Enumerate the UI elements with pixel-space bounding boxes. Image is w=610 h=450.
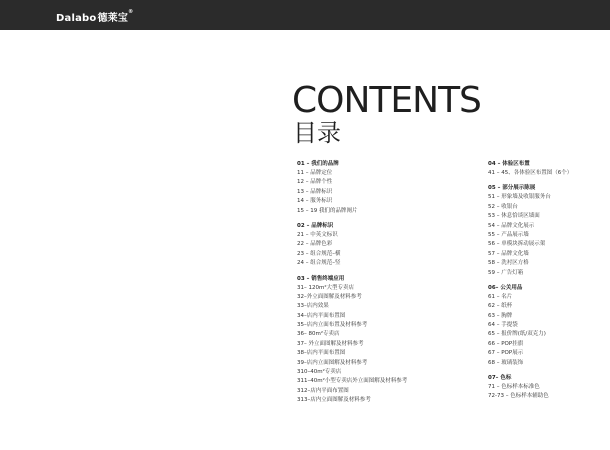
toc-item: 31– 120m²大型专卖店 (297, 284, 355, 291)
logo-cn: 德莱宝 (97, 13, 129, 24)
toc-section-heading: 06– 公关用品 (488, 284, 523, 291)
toc-item: 11 – 品牌定位 (297, 170, 333, 176)
toc-item: 61 – 名片 (488, 293, 513, 300)
toc-item: 66 – POP挂旗 (488, 340, 524, 347)
registered-mark: ® (128, 9, 134, 15)
toc-item: 58 – 洗衬区方格 (488, 260, 529, 267)
toc-item: 32–外立面图解及材料参考 (297, 293, 362, 300)
toc-item: 71 – 色标样本标准色 (488, 384, 540, 391)
toc-item: 13 – 品牌标识 (297, 188, 333, 195)
toc-section-heading: 04 – 体验区布置 (488, 161, 530, 167)
toc-item: 63 – 胸牌 (488, 312, 513, 319)
toc-section (488, 160, 606, 178)
toc-item: 12 – 品牌个性 (297, 179, 333, 186)
toc-item: 23 – 组合规范–横 (297, 250, 341, 257)
toc-item: 67 – POP展示 (488, 350, 524, 357)
toc-item: 34–店内平面布置图 (297, 312, 346, 319)
toc-item: 68 – 玻璃装饰 (488, 359, 524, 366)
toc-item: 65 – 报价牌(纸/双克力) (488, 331, 546, 338)
toc-item: 41 – 45、各体验区布置图（6个） (488, 170, 573, 176)
toc-section (488, 374, 606, 402)
toc-item: 53 – 休息恰谈区墙面 (488, 213, 540, 220)
toc-item: 54 – 品牌文化展示 (488, 222, 535, 229)
page-title-cn: 目录 (293, 119, 341, 147)
toc-section-heading: 07– 色标 (488, 375, 512, 382)
toc-item: 56 – 单模块拆动展示架 (488, 241, 546, 248)
toc-item: 311–40m²小型专卖店外立面图解及材料参考 (297, 378, 408, 385)
toc-item: 22 – 品牌色彩 (297, 241, 333, 248)
toc-item: 64 – 手提袋 (488, 322, 518, 329)
toc-left-column (297, 160, 462, 412)
toc-item: 312–店内平面布置图 (297, 387, 349, 394)
toc-right-column (488, 160, 606, 408)
toc-item: 57 – 品牌文化墙 (488, 250, 529, 257)
toc-item: 37– 外立面图解及材料参考 (297, 340, 364, 347)
toc-item: 33–店内效果 (297, 303, 329, 310)
toc-item: 36– 80m²专卖店 (297, 331, 340, 338)
toc-item: 313–店内立面图解及材料参考 (297, 397, 371, 404)
toc-section (488, 284, 606, 368)
toc-item: 62 – 纸杯 (488, 303, 513, 310)
toc-item: 52 – 收银台 (488, 203, 518, 210)
toc-section-heading: 05 – 部分展示陈展 (488, 185, 536, 192)
logo-text: Dalabo (56, 13, 97, 24)
toc-section (297, 275, 462, 406)
toc-section-heading: 01 – 我们的品牌 (297, 161, 339, 167)
toc-item: 21 – 中英文标识 (297, 231, 338, 238)
toc-item: 39–店内立面图解及材料参考 (297, 359, 368, 366)
toc-item: 72-73 – 色标样本辅助色 (488, 393, 549, 400)
toc-item: 15 – 19 我们的品牌阐片 (297, 207, 358, 214)
toc-item: 59 – 广告灯箱 (488, 269, 524, 276)
page-title: CONTENTS (292, 80, 481, 121)
toc-section (297, 160, 462, 216)
header-bar (0, 0, 610, 30)
toc-section-heading: 03 – 销售终端应用 (297, 275, 345, 282)
toc-item: 14 – 服务标识 (297, 198, 333, 205)
toc-item: 38–店内平面布置图 (297, 350, 346, 357)
toc-section (488, 184, 606, 278)
toc-item: 51 – 形象墙及收银服务台 (488, 194, 551, 201)
toc-section (297, 222, 462, 269)
toc-item: 310–40m²专卖店 (297, 369, 342, 376)
toc-item: 55 – 产品展示墙 (488, 231, 529, 238)
brand-logo (56, 9, 133, 24)
toc-item: 24 – 组合规范–竖 (297, 260, 341, 267)
toc-section-heading: 02 – 品牌标识 (297, 222, 334, 229)
toc-item: 35–店内立面布置及材料参考 (297, 322, 368, 329)
